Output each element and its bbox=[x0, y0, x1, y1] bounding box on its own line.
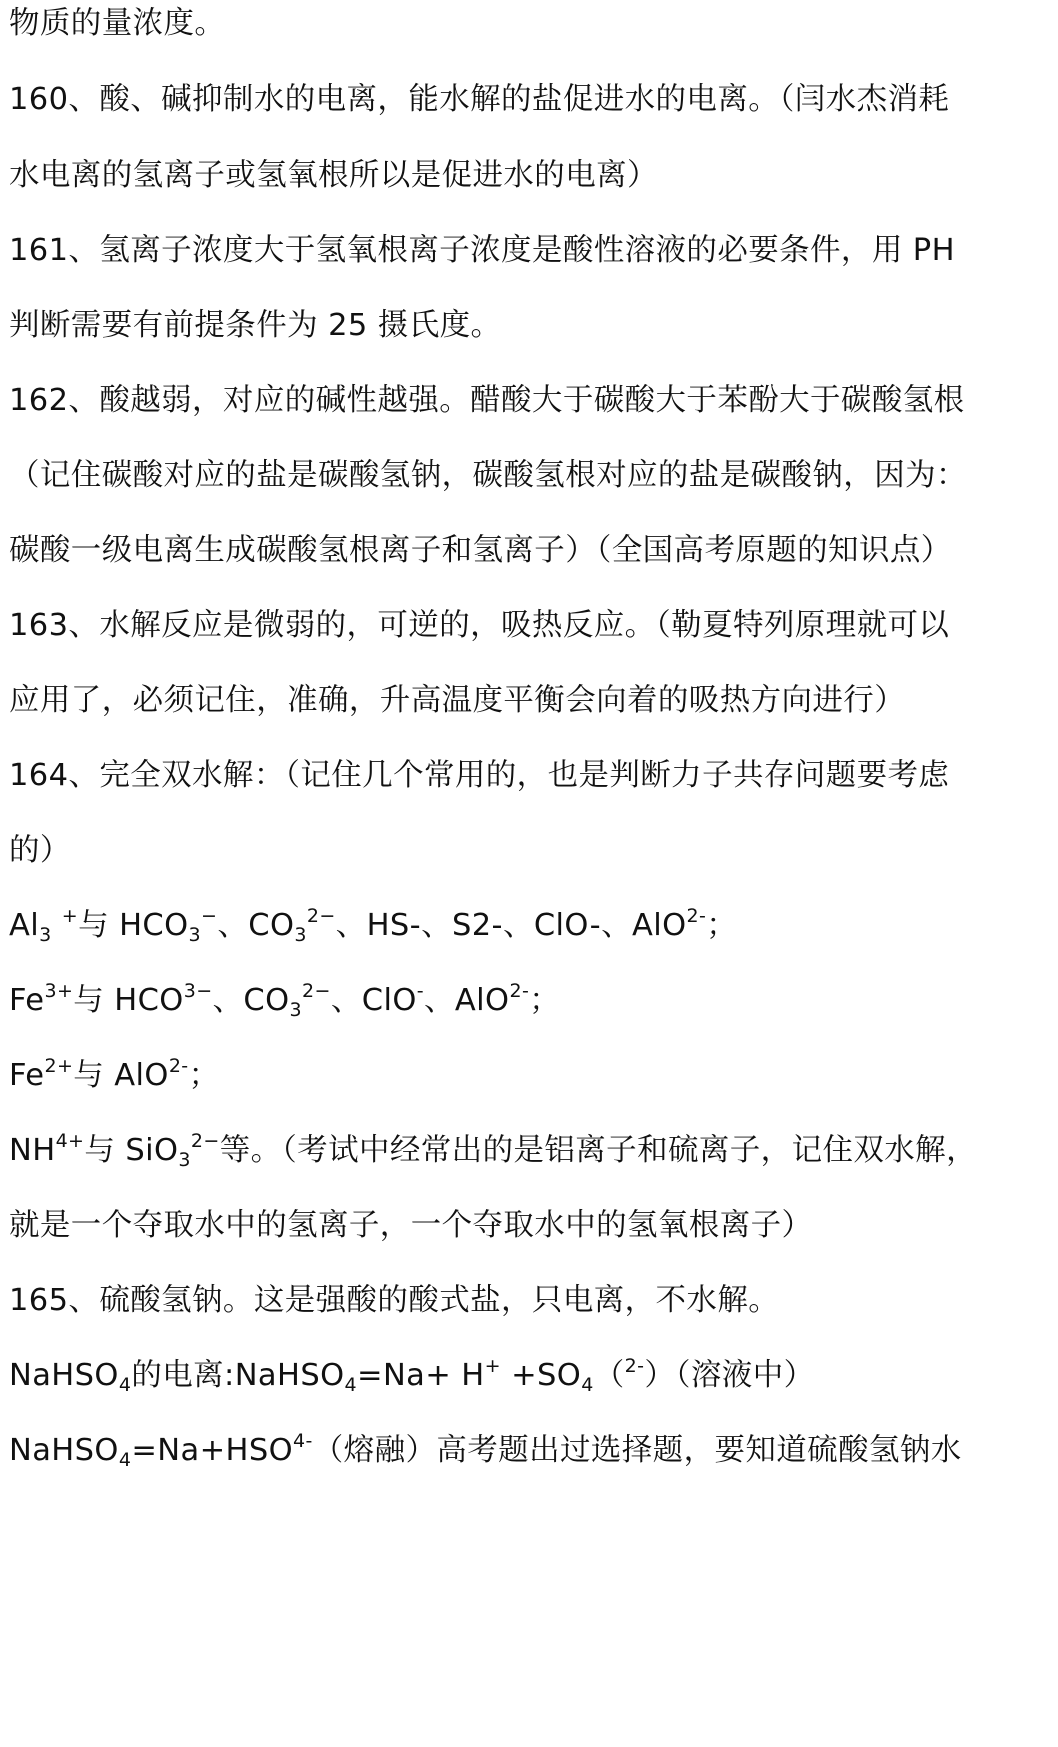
formula-subscript: 3 bbox=[188, 924, 202, 946]
formula-text: NaHSO bbox=[9, 1433, 119, 1468]
formula-line-fe3 bbox=[9, 981, 1049, 1021]
text-line-2: 160、酸、碱抑制水的电离，能水解的盐促进水的电离。（闫水杰消耗 bbox=[9, 82, 950, 117]
formula-subscript: 4 bbox=[581, 1374, 594, 1396]
formula-line-al bbox=[9, 906, 1049, 946]
text-line-17: 就是一个夺取水中的氢离子，一个夺取水中的氢氧根离子） bbox=[9, 1208, 813, 1243]
formula-subscript: 4 bbox=[118, 1449, 132, 1471]
formula-text: ）（溶液中） bbox=[644, 1358, 815, 1393]
formula-superscript: 4+ bbox=[55, 1130, 85, 1152]
formula-text: （熔融）高考题出过选择题，要知道硫酸氢钠水 bbox=[312, 1433, 962, 1468]
formula-text: Al bbox=[9, 908, 40, 943]
formula-superscript: 3− bbox=[183, 980, 213, 1002]
formula-subscript: 3 bbox=[178, 1149, 191, 1171]
formula-text: 、AlO bbox=[424, 983, 510, 1018]
formula-text: 、ClO bbox=[330, 983, 417, 1018]
formula-superscript: 2− bbox=[302, 980, 331, 1002]
formula-line-nahso4-ionize bbox=[9, 1356, 1049, 1396]
text-line-11: 164、完全双水解：（记住几个常用的，也是判断力子共存问题要考虑 bbox=[9, 758, 950, 793]
formula-subscript: 3 bbox=[289, 999, 303, 1021]
formula-superscript: − bbox=[201, 905, 218, 927]
formula-superscript: 2- bbox=[509, 980, 530, 1002]
text-line-4: 161、氢离子浓度大于氢氧根离子浓度是酸性溶液的必要条件，用 PH bbox=[9, 233, 955, 268]
formula-superscript: 3+ bbox=[44, 980, 74, 1002]
formula-text: Fe bbox=[9, 983, 45, 1018]
formula-superscript: 2+ bbox=[44, 1055, 74, 1077]
formula-line-nh bbox=[9, 1131, 1049, 1171]
formula-superscript: + bbox=[61, 905, 79, 927]
text-line-8: 碳酸一级电离生成碳酸氢根离子和氢离子）（全国高考原题的知识点） bbox=[9, 533, 952, 568]
formula-subscript: 3 bbox=[294, 924, 307, 946]
formula-text: =Na+ H bbox=[357, 1358, 485, 1393]
formula-text: 、CO bbox=[212, 983, 290, 1018]
formula-superscript: 4- bbox=[293, 1430, 313, 1452]
formula-text: （ bbox=[593, 1358, 625, 1393]
formula-text: NaHSO bbox=[9, 1358, 119, 1393]
formula-text: 的电离:NaHSO bbox=[131, 1358, 345, 1393]
formula-text: 与 HCO bbox=[78, 908, 189, 943]
formula-text: Fe bbox=[9, 1058, 45, 1093]
formula-superscript: 2- bbox=[686, 905, 707, 927]
text-line-6: 162、酸越弱，对应的碱性越强。醋酸大于碳酸大于苯酚大于碳酸氢根 bbox=[9, 383, 965, 418]
formula-text: 与 SiO bbox=[84, 1133, 179, 1168]
formula-text: ； bbox=[188, 1058, 220, 1093]
text-line-18: 165、硫酸氢钠。这是强酸的酸式盐，只电离，不水解。 bbox=[9, 1283, 780, 1318]
formula-superscript: 2- bbox=[624, 1355, 645, 1377]
formula-text: 、HS-、S2-、ClO-、AlO bbox=[335, 908, 687, 943]
formula-superscript: + bbox=[484, 1355, 501, 1377]
text-line-10: 应用了，必须记住，准确，升高温度平衡会向着的吸热方向进行） bbox=[9, 683, 906, 718]
formula-text: ； bbox=[706, 908, 738, 943]
formula-text: NH bbox=[9, 1133, 56, 1168]
text-line-7: （记住碳酸对应的盐是碳酸氢钠，碳酸氢根对应的盐是碳酸钠，因为： bbox=[9, 458, 967, 493]
formula-subscript: 4 bbox=[344, 1374, 357, 1396]
text-line-9: 163、水解反应是微弱的，可逆的，吸热反应。（勒夏特列原理就可以 bbox=[9, 608, 950, 643]
formula-superscript: - bbox=[416, 980, 424, 1002]
formula-line-fe2 bbox=[9, 1056, 1049, 1096]
formula-text: ； bbox=[529, 983, 561, 1018]
formula-subscript: 4 bbox=[118, 1374, 132, 1396]
formula-subscript: 3 bbox=[39, 924, 52, 946]
formula-line-nahso4-melt bbox=[9, 1431, 1049, 1471]
formula-superscript: 2− bbox=[306, 905, 336, 927]
formula-superscript: 2− bbox=[190, 1130, 220, 1152]
formula-text: 与 HCO bbox=[73, 983, 184, 1018]
formula-text: 与 AlO bbox=[73, 1058, 169, 1093]
text-line-1: 物质的量浓度。 bbox=[9, 6, 226, 41]
formula-text: 等。（考试中经常出的是铝离子和硫离子，记住双水解， bbox=[219, 1133, 977, 1168]
formula-text: =Na+HSO bbox=[131, 1433, 294, 1468]
text-line-5: 判断需要有前提条件为 25 摄氏度。 bbox=[9, 308, 502, 343]
formula-superscript: 2- bbox=[168, 1055, 189, 1077]
formula-text: +SO bbox=[500, 1358, 582, 1393]
text-line-12: 的） bbox=[9, 833, 71, 868]
formula-text: 、CO bbox=[217, 908, 295, 943]
text-line-3: 水电离的氢离子或氢氧根所以是促进水的电离） bbox=[9, 158, 658, 193]
